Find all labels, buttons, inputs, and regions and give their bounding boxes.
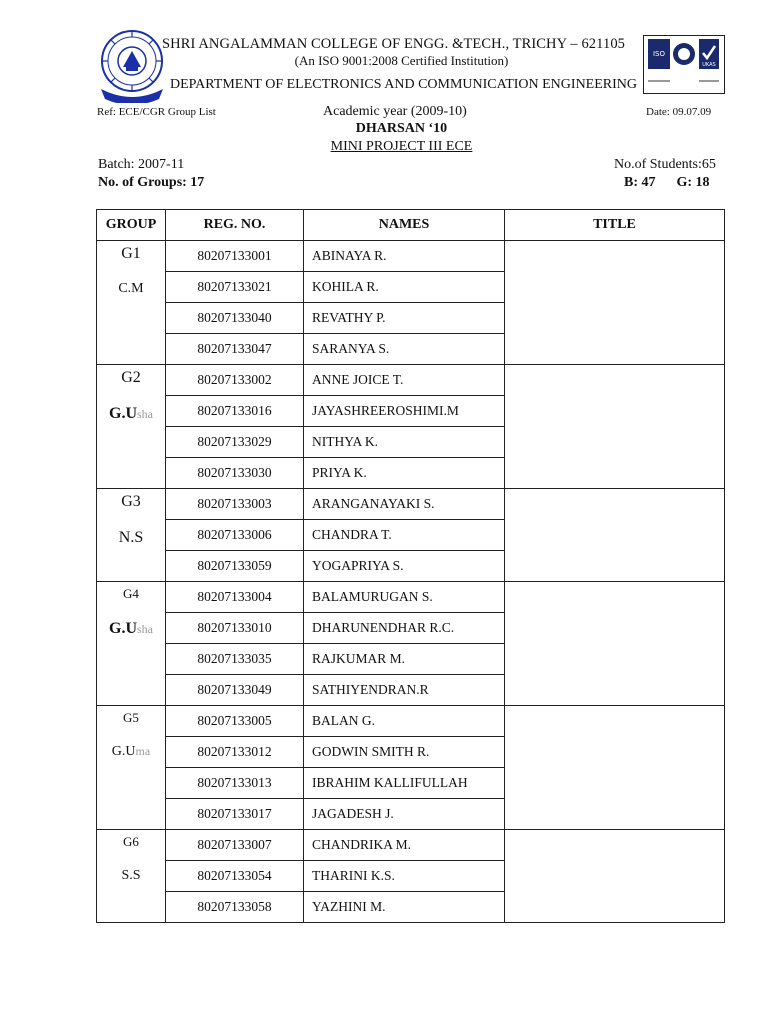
group-cell	[97, 830, 166, 923]
student-name-cell: BALAMURUGAN S.	[304, 582, 505, 613]
student-name-cell: YOGAPRIYA S.	[304, 551, 505, 582]
batch-label: Batch: 2007-11	[98, 157, 185, 172]
project-title-cell	[505, 365, 725, 489]
project-title-cell	[505, 582, 725, 706]
reg-no-cell: 80207133058	[166, 892, 304, 923]
reg-no-cell: 80207133029	[166, 427, 304, 458]
student-name-cell: JAGADESH J.	[304, 799, 505, 830]
reg-no-cell: 80207133005	[166, 706, 304, 737]
student-name-cell: SARANYA S.	[304, 334, 505, 365]
header-title: TITLE	[505, 210, 725, 241]
group-id: G6	[123, 834, 139, 849]
group-cell	[97, 706, 166, 830]
header-names: NAMES	[304, 210, 505, 241]
reg-no-cell: 80207133013	[166, 768, 304, 799]
guide-suffix: sha	[137, 622, 153, 636]
project-title-cell	[505, 489, 725, 582]
group-guide	[97, 868, 165, 884]
reg-no-cell: 80207133002	[166, 365, 304, 396]
reg-no-cell: 80207133017	[166, 799, 304, 830]
table-row	[97, 365, 725, 396]
svg-text:UKAS: UKAS	[702, 62, 716, 68]
student-name-cell: JAYASHREEROSHIMI.M	[304, 396, 505, 427]
reg-no-cell: 80207133012	[166, 737, 304, 768]
table-row	[97, 241, 725, 272]
reference-number: Ref: ECE/CGR Group List	[97, 106, 216, 118]
guide-initials: N.S	[118, 529, 144, 546]
group-id: G5	[123, 710, 139, 725]
iso-certification-line: (An ISO 9001:2008 Certified Institution)	[294, 53, 509, 68]
student-name-cell: GODWIN SMITH R.	[304, 737, 505, 768]
student-name-cell: PRIYA K.	[304, 458, 505, 489]
reg-no-cell: 80207133001	[166, 241, 304, 272]
table-row	[97, 489, 725, 520]
reg-no-cell: 80207133006	[166, 520, 304, 551]
reg-no-cell: 80207133049	[166, 675, 304, 706]
student-name-cell: REVATHY P.	[304, 303, 505, 334]
group-count: No. of Groups: 17	[98, 175, 205, 190]
project-title-cell	[505, 830, 725, 923]
group-guide	[97, 405, 165, 423]
guide-initials: G.U	[109, 405, 137, 422]
header-group: GROUP	[97, 210, 166, 241]
table-row	[97, 582, 725, 613]
reg-no-cell: 80207133047	[166, 334, 304, 365]
group-guide	[97, 281, 165, 297]
group-id: G2	[121, 369, 141, 386]
event-title: DHARSAN ‘10	[355, 121, 448, 136]
reg-no-cell: 80207133021	[166, 272, 304, 303]
reg-no-cell: 80207133054	[166, 861, 304, 892]
group-table-body	[97, 241, 725, 923]
student-name-cell: IBRAHIM KALLIFULLAH	[304, 768, 505, 799]
group-guide	[97, 529, 165, 547]
table-row	[97, 830, 725, 861]
department-name: DEPARTMENT OF ELECTRONICS AND COMMUNICATION ENGINEERING	[170, 77, 638, 92]
group-guide	[97, 744, 165, 760]
student-name-cell: YAZHINI M.	[304, 892, 505, 923]
group-cell	[97, 365, 166, 489]
group-id: G3	[121, 493, 141, 510]
student-name-cell: CHANDRIKA M.	[304, 830, 505, 861]
guide-suffix: ma	[135, 744, 151, 758]
college-name: SHRI ANGALAMMAN COLLEGE OF ENGG. &TECH., TRICHY – 621105	[162, 36, 626, 52]
table-row	[97, 706, 725, 737]
group-id: G4	[123, 586, 139, 601]
project-title: MINI PROJECT III ECE	[330, 139, 473, 154]
academic-year: Academic year (2009-10)	[323, 104, 467, 119]
student-name-cell: DHARUNENDHAR R.C.	[304, 613, 505, 644]
group-guide	[97, 620, 165, 638]
group-cell	[97, 582, 166, 706]
student-name-cell: THARINI K.S.	[304, 861, 505, 892]
student-name-cell: BALAN G.	[304, 706, 505, 737]
reg-no-cell: 80207133016	[166, 396, 304, 427]
student-name-cell: ANNE JOICE T.	[304, 365, 505, 396]
boys-girls-count: B: 47 G: 18	[624, 175, 710, 190]
student-name-cell: ARANGANAYAKI S.	[304, 489, 505, 520]
guide-initials: G.U	[111, 744, 136, 759]
student-name-cell: ABINAYA R.	[304, 241, 505, 272]
group-id: G1	[121, 245, 141, 262]
project-title-cell	[505, 241, 725, 365]
header-reg-no: REG. NO.	[166, 210, 304, 241]
reg-no-cell: 80207133040	[166, 303, 304, 334]
student-name-cell: RAJKUMAR M.	[304, 644, 505, 675]
guide-initials: G.U	[109, 620, 137, 637]
reg-no-cell: 80207133035	[166, 644, 304, 675]
table-header-row	[97, 210, 725, 241]
student-name-cell: KOHILA R.	[304, 272, 505, 303]
student-name-cell: SATHIYENDRAN.R	[304, 675, 505, 706]
reg-no-cell: 80207133004	[166, 582, 304, 613]
document-date: Date: 09.07.09	[646, 106, 712, 118]
guide-initials: S.S	[121, 868, 141, 883]
reg-no-cell: 80207133010	[166, 613, 304, 644]
project-title-cell	[505, 706, 725, 830]
student-count: No.of Students:65	[614, 157, 716, 172]
group-list-table	[96, 209, 725, 923]
reg-no-cell: 80207133030	[166, 458, 304, 489]
reg-no-cell: 80207133003	[166, 489, 304, 520]
svg-text:ISO: ISO	[652, 50, 666, 58]
group-cell	[97, 241, 166, 365]
group-cell	[97, 489, 166, 582]
reg-no-cell: 80207133007	[166, 830, 304, 861]
student-name-cell: NITHYA K.	[304, 427, 505, 458]
reg-no-cell: 80207133059	[166, 551, 304, 582]
guide-suffix: sha	[137, 407, 153, 421]
student-name-cell: CHANDRA T.	[304, 520, 505, 551]
guide-initials: C.M	[118, 281, 144, 296]
